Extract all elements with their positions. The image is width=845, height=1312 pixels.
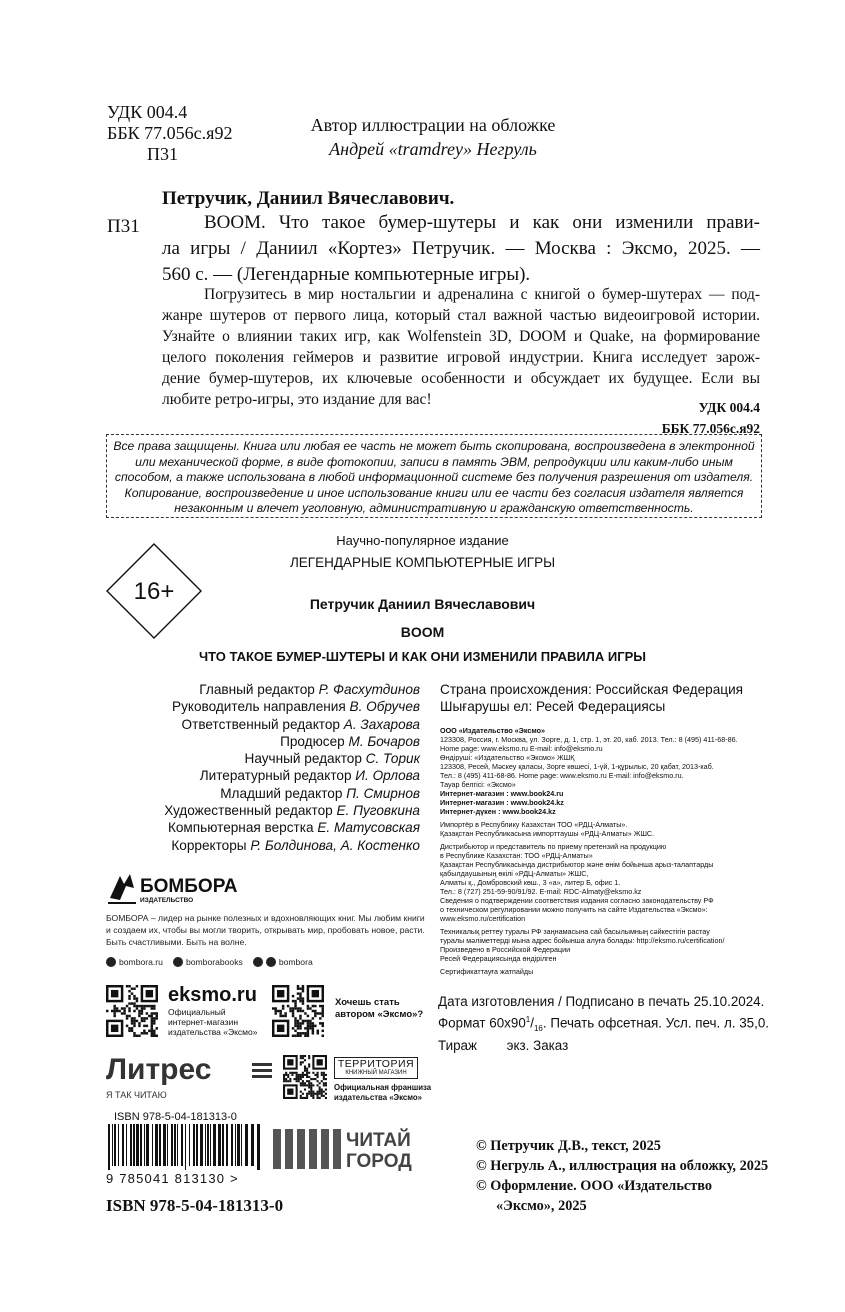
print-info: [438, 993, 769, 1055]
publisher-info-line: www.eksmo.ru/certification: [440, 914, 526, 923]
publisher-info-line: қабылдаушының өкілі «РДЦ-Алматы» ЖШС,: [440, 869, 589, 878]
book-title: BOOM: [400, 624, 445, 640]
barcode-digits: 9 785041 813130 >: [106, 1171, 239, 1186]
editors-list: [120, 681, 420, 854]
editor-name: А. Захарова: [343, 716, 420, 732]
bombora-sub: ИЗДАТЕЛЬСТВО: [140, 897, 194, 904]
bbk-code: ББК 77.056с.я92: [107, 123, 233, 143]
copyright-line: «Эксмо», 2025: [496, 1198, 587, 1214]
editor-role: Научный редактор: [244, 751, 362, 767]
annotation-line: целого поколения геймеров и развитие игровой индустрии. Книга исследует зарож-: [162, 349, 760, 366]
social-label: bombora: [278, 957, 313, 967]
bbk-code-right: ББК 77.056с.я92: [661, 421, 760, 436]
udk-code: УДК 004.4: [107, 102, 188, 122]
litres-logo: [106, 1051, 276, 1087]
litres-menu-icon: [252, 1063, 272, 1078]
territory-logo: [334, 1057, 418, 1079]
biblio-line: 560 с. — (Легендарные компьютерные игры).: [162, 264, 531, 285]
origin-kz: Шығарушы ел: Ресей Федерациясы: [440, 699, 666, 715]
chitai-gorod-logo: [273, 1125, 427, 1171]
eksmo-shop-line: интернет-магазин: [168, 1017, 239, 1027]
biblio-line: BOOM. Что такое бумер-шутеры и как они изменили прави-: [204, 212, 760, 233]
editor-role: Главный редактор: [199, 682, 315, 697]
publisher-info-line: Алматы қ., Домбровский көш., 3 «а», литер Б, офис 1.: [440, 878, 621, 887]
print-date: Дата изготовления / Подписано в печать 25.10.2024.: [438, 994, 765, 1009]
editor-name: Р. Болдинова, А. Костенко: [250, 837, 420, 853]
annotation-line: любите ретро-игры, это издание для вас!: [162, 391, 432, 408]
author-sign: П31: [147, 144, 178, 164]
isbn-bold: ISBN 978-5-04-181313-0: [106, 1196, 284, 1215]
bombora-name: БОМБОРА: [140, 876, 238, 897]
cover-credit-author: Андрей «tramdrey» Негруль: [329, 139, 537, 159]
social-vk[interactable]: [173, 957, 243, 967]
become-author-call: [335, 997, 423, 1021]
editor-name: Е. Матусовская: [317, 820, 420, 836]
copyright-line: © Оформление. ООО «Издательство: [476, 1178, 713, 1194]
editor-name: И. Орлова: [355, 768, 420, 784]
editor-row: [120, 733, 420, 750]
chitai-gorod-mark-icon: [273, 1129, 341, 1169]
biblio-author-heading: Петручик, Даниил Вячеславович.: [162, 188, 455, 209]
editor-row: [120, 785, 420, 802]
eksmo-site[interactable]: eksmo.ru: [168, 984, 257, 1006]
origin-ru: Страна происхождения: Российская Федерация: [440, 682, 744, 697]
editor-role: Художественный редактор: [164, 803, 333, 819]
social-label: bombora.ru: [119, 957, 163, 967]
publisher-info-line: Қазақстан Республикасында дистрибьютор және өнім бойынша арыз-талаптарды: [440, 860, 714, 869]
publisher-info-line: Тауар белгісі: «Эксмо»: [440, 780, 516, 789]
copyright-block: [476, 1136, 776, 1216]
eksmo-shop-line: Официальный: [168, 1007, 226, 1017]
biblio-author-sign: П31: [107, 216, 140, 237]
annotation-line: Узнайте о влиянии таких игр, как Wolfenstein 3D, DOOM и Quake, на формирование: [162, 328, 760, 345]
publisher-info-line: Қазақстан Республикасына импорттаушы «РДЦ-Алматы» ЖШС.: [440, 829, 655, 838]
territory-sub: КНИЖНЫЙ МАГАЗИН: [345, 1070, 407, 1076]
editor-role: Литературный редактор: [199, 768, 352, 784]
editor-row: [120, 716, 420, 733]
editor-row: [120, 767, 420, 784]
territory-name: ТЕРРИТОРИЯ: [337, 1058, 415, 1070]
editor-name: М. Бочаров: [348, 733, 420, 749]
copyright-line: © Петручик Д.В., текст, 2025: [476, 1138, 661, 1154]
vk-icon: [173, 957, 183, 967]
editor-row: [120, 698, 420, 715]
isbn-small: ISBN 978-5-04-181313-0: [114, 1111, 237, 1123]
become-author-line: Хочешь стать: [335, 997, 400, 1008]
format-sub: 16: [533, 1023, 543, 1033]
youtube-icon: [266, 957, 276, 967]
bombora-social: [106, 955, 426, 969]
editor-role: Продюсер: [280, 733, 345, 749]
cover-credit-label: Автор иллюстрации на обложке: [310, 115, 556, 135]
publisher-info-line: 123308, Ресей, Мәскеу қаласы, Зорге көшесі, 1-үй, 1-құрылыс, 20 қабат, 2013-каб.: [440, 762, 714, 771]
copyright-line: © Негруль А., иллюстрация на обложку, 2025: [476, 1158, 769, 1174]
classification-right: [560, 397, 760, 439]
publisher-info-line: Сведения о подтверждении соответствия издания согласно законодательству РФ: [440, 896, 714, 905]
franchise-line: издательства «Эксмо»: [334, 1093, 422, 1102]
editor-role: Ответственный редактор: [181, 716, 340, 732]
barcode-icon: [106, 1124, 266, 1170]
series-title: ЛЕГЕНДАРНЫЕ КОМПЬЮТЕРНЫЕ ИГРЫ: [289, 555, 556, 570]
biblio-record: [162, 210, 760, 288]
editor-row: [120, 837, 420, 854]
editor-name: Е. Пуговкина: [336, 803, 420, 819]
country-of-origin: [440, 681, 743, 716]
litres-name: Литрес: [106, 1053, 212, 1086]
publisher-info-line: в Республике Казахстан: ТОО «РДЦ-Алматы»: [440, 851, 593, 860]
edition-type: Научно-популярное издание: [336, 533, 509, 548]
book-author: Петручик Даниил Вячеславович: [309, 596, 536, 612]
publisher-info-line: Интернет-магазин : www.book24.ru: [440, 789, 564, 798]
social-telegram[interactable]: [253, 957, 313, 967]
annotation-line: Погрузитесь в мир ностальгии и адреналина с книгой о бумер-шутерах — под-: [204, 286, 760, 303]
editor-name: С. Торик: [365, 751, 420, 767]
bombora-mark-icon: [108, 874, 136, 904]
publisher-info-line: Тел.: 8 (727) 251-59-90/91/92. E-mail: RDC-Almaty@eksmo.kz: [440, 887, 642, 896]
social-site[interactable]: [106, 957, 163, 967]
qr-code-icon[interactable]: [283, 1055, 327, 1099]
litres-slogan: Я ТАК ЧИТАЮ: [106, 1090, 167, 1100]
book-subtitle: ЧТО ТАКОЕ БУМЕР-ШУТЕРЫ И КАК ОНИ ИЗМЕНИЛИ ПРАВИЛА ИГРЫ: [199, 649, 646, 664]
udk-code-right: УДК 004.4: [698, 400, 760, 415]
print-run: Тираж экз. Заказ: [438, 1038, 569, 1054]
editor-row: [120, 681, 420, 698]
editor-role: Младший редактор: [220, 785, 343, 801]
publisher-info-line: туралы мәліметтерді мына адрес бойынша алуға болады: http://eksmo.ru/certification/: [440, 936, 725, 945]
publisher-info-line: Home page: www.eksmo.ru E-mail: info@eksmo.ru: [440, 744, 603, 753]
annotation-line: дение бумер-шутеров, их ключевые особенности и обсуждает их будущее. Если вы: [162, 370, 760, 387]
editor-name: В. Обручев: [349, 699, 420, 715]
editor-name: Р. Фасхутдинов: [318, 682, 420, 697]
publisher-info-line: Сертификаттауға жатпайды: [440, 967, 534, 976]
globe-icon: [106, 957, 116, 967]
telegram-icon: [253, 957, 263, 967]
publisher-info-line: ООО «Издательство «Эксмо»: [440, 726, 546, 735]
franchise-label: [334, 1083, 431, 1103]
publisher-info-line: Интернет-магазин : www.book24.kz: [440, 798, 564, 807]
become-author-line: автором «Эксмо»?: [335, 1009, 424, 1020]
publisher-info-line: Дистрибьютор и представитель по приему претензий на продукцию: [440, 842, 667, 851]
chitai-line1: ЧИТАЙ: [346, 1130, 411, 1151]
publisher-info-line: о техническом регулировании можно получить на сайте Издательства «Эксмо»:: [440, 905, 708, 914]
franchise-line: Официальная франшиза: [334, 1083, 432, 1092]
bombora-logo: [106, 870, 246, 906]
age-rating-text: 16+: [133, 578, 175, 605]
publisher-info: [440, 726, 770, 976]
qr-code-icon[interactable]: [106, 985, 158, 1037]
editor-role: Корректоры: [171, 837, 247, 853]
publisher-info-line: Произведено в Российской Федерации: [440, 945, 571, 954]
publisher-info-line: Өндіруші: «Издательство «Эксмо» ЖШҚ: [440, 753, 575, 762]
cover-credit: [298, 113, 568, 161]
publisher-info-line: Тел.: 8 (495) 411-68-86. Home page: www.eksmo.ru E-mail: info@eksmo.ru.: [440, 771, 684, 780]
annotation-line: жанре шутеров от первого лица, который стал важной частью видеоигровой истории.: [162, 307, 760, 324]
publisher-info-line: Ресей Федерациясында өндірілген: [440, 954, 557, 963]
editor-row: [120, 802, 420, 819]
bombora-description: БОМБОРА – лидер на рынке полезных и вдохновляющих книг. Мы любим книги и создаем их, чтобы вы могли творить, открывать мир, пробовать новое, расти. Быть счастливыми. Быть на волне.: [106, 913, 425, 947]
publisher-info-line: Импортёр в Республику Казахстан ТОО «РДЦ-Алматы».: [440, 820, 628, 829]
format-text: . Печать офсетная. Усл. печ. л. 35,0.: [542, 1014, 769, 1030]
eksmo-shop-line: издательства «Эксмо»: [168, 1027, 258, 1037]
editor-name: П. Смирнов: [346, 785, 420, 801]
print-format: Формат $60х90^1/_{16}$. Печать офсетная. Усл. печ. л. 35,0.: [438, 1014, 769, 1033]
eksmo-shop-block: [168, 984, 257, 1037]
eksmo-shop-label: [168, 1007, 257, 1037]
publisher-info-line: Техникалық реттеу туралы РФ заңнамасына сай басылымның сәйкестігін растау: [440, 927, 710, 936]
editor-role: Руководитель направления: [172, 699, 346, 715]
rights-notice: Все права защищены. Книга или любая ее часть не может быть скопирована, воспроизведена в электронной или механической форме, в виде фотокопии, записи в память ЭВМ, репродукции или каким-либо иным способом, а также использована в любой информационной системе без получения разрешения от издателя. Копирование, воспроизведение и иное использование книги или ее части без согласия издателя является незаконным и влечет уголовную, административную и гражданскую ответственность.: [106, 434, 762, 518]
annotation: [162, 284, 760, 410]
format-text: Формат 60х90: [438, 1014, 526, 1030]
editor-row: [120, 819, 420, 836]
editor-row: [120, 750, 420, 767]
publisher-info-line: 123308, Россия, г. Москва, ул. Зорге, д. 1, стр. 1, эт. 20, каб. 2013. Тел.: 8 (495) 411-68-86.: [440, 735, 738, 744]
publisher-info-line: Интернет-дүкен : www.book24.kz: [440, 807, 556, 816]
qr-code-icon[interactable]: [272, 985, 324, 1037]
social-label: bomborabooks: [185, 957, 243, 967]
classification-block: [107, 102, 232, 165]
biblio-line: ла игры / Даниил «Кортез» Петручик. — Москва : Эксмо, 2025. —: [162, 238, 760, 259]
format-sup: 1: [525, 1014, 531, 1024]
chitai-line2: ГОРОД: [346, 1151, 412, 1171]
editor-role: Компьютерная верстка: [167, 820, 314, 836]
